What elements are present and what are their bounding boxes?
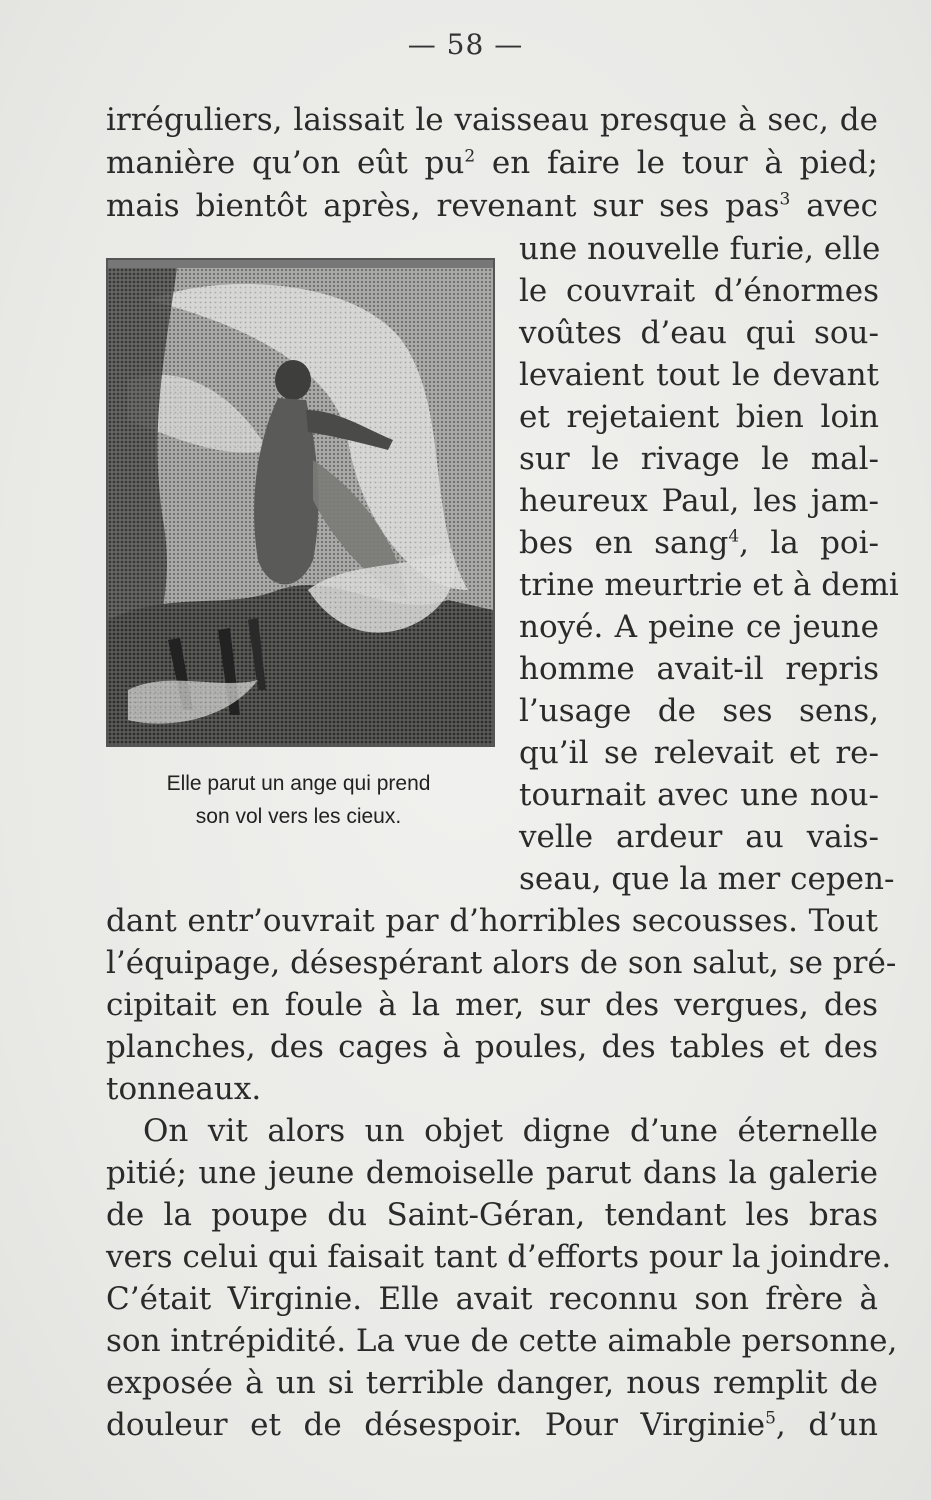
text-line-14: son intrépidité. La vue de cette aimable personne, bbox=[106, 1323, 898, 1359]
text-right-line-2: le couvrait d’énormes bbox=[519, 273, 879, 309]
text-line-16 bbox=[106, 1405, 878, 1445]
text-line-11: de la poupe du Saint-Géran, tendant les bras bbox=[106, 1197, 878, 1233]
text-line-9: On vit alors un objet digne d’une éternelle bbox=[143, 1113, 878, 1149]
text-right-line-13: qu’il se relevait et re- bbox=[519, 735, 879, 771]
text-right-line-12: l’usage de ses sens, bbox=[519, 693, 879, 729]
text-line-10: pitié; une jeune demoiselle parut dans la galerie bbox=[106, 1155, 878, 1191]
text-right-line-9: trine meurtrie et à demi bbox=[519, 567, 899, 603]
text-right-line-10: noyé. A peine ce jeune bbox=[519, 609, 879, 645]
text-right-line-1: une nouvelle furie, elle bbox=[519, 231, 881, 267]
text-line-1: irréguliers, laissait le vaisseau presque à sec, de bbox=[106, 102, 878, 138]
text-line-3-part-a: mais bientôt après, revenant sur ses pas bbox=[106, 188, 780, 224]
text-line-8: tonneaux. bbox=[106, 1071, 262, 1107]
text-line-16-part-b: , d’un bbox=[775, 1407, 878, 1443]
text-right-line-3: voûtes d’eau qui sou- bbox=[519, 315, 879, 351]
text-line-6: cipitait en foule à la mer, sur des vergues, des bbox=[106, 987, 878, 1023]
footnote-ref-5: 5 bbox=[765, 1408, 776, 1429]
text-line-16-part-a: douleur et de désespoir. Pour Virginie bbox=[106, 1407, 766, 1443]
text-right-line-11: homme avait-il repris bbox=[519, 651, 879, 687]
text-line-12: vers celui qui faisait tant d’efforts pour la joindre. bbox=[106, 1239, 892, 1275]
angel-engraving-image bbox=[108, 260, 493, 745]
text-line-2-part-b: en faire le tour à pied; bbox=[475, 145, 878, 181]
footnote-ref-4: 4 bbox=[728, 526, 740, 547]
figure-caption-line-2: son vol vers les cieux. bbox=[195, 805, 402, 828]
text-line-5: l’équipage, désespérant alors de son salut, se pré- bbox=[106, 945, 897, 981]
text-right-line-7: heureux Paul, les jam- bbox=[519, 483, 879, 519]
footnote-ref-2: 2 bbox=[464, 146, 476, 167]
text-right-line-8 bbox=[519, 523, 879, 563]
text-line-15: exposée à un si terrible danger, nous remplit de bbox=[106, 1365, 878, 1401]
text-right-line-8-part-b: , la poi- bbox=[739, 525, 879, 561]
text-right-line-4: levaient tout le devant bbox=[519, 357, 879, 393]
text-line-2 bbox=[106, 143, 878, 183]
text-right-line-15: velle ardeur au vais- bbox=[519, 819, 879, 855]
text-right-line-5: et rejetaient bien loin bbox=[519, 399, 879, 435]
text-right-line-6: sur le rivage le mal- bbox=[519, 441, 879, 477]
illustration-angel bbox=[106, 258, 495, 747]
text-line-3-part-b: avec bbox=[790, 188, 878, 224]
text-line-2-part-a: manière qu’on eût pu bbox=[106, 145, 465, 181]
text-right-line-14: tournait avec une nou- bbox=[519, 777, 879, 813]
page-number: — 58 — bbox=[407, 28, 524, 61]
text-line-7: planches, des cages à poules, des tables et des bbox=[106, 1029, 878, 1065]
footnote-ref-3: 3 bbox=[779, 189, 791, 210]
text-right-line-8-part-a: bes en sang bbox=[519, 525, 729, 561]
figure-caption-line-1: Elle parut un ange qui prend bbox=[166, 772, 431, 795]
text-line-4: dant entr’ouvrait par d’horribles secousses. Tout bbox=[106, 903, 878, 939]
text-right-line-16: seau, que la mer cepen- bbox=[519, 861, 895, 897]
text-line-13: C’était Virginie. Elle avait reconnu son frère à bbox=[106, 1281, 878, 1317]
text-line-3 bbox=[106, 186, 878, 226]
